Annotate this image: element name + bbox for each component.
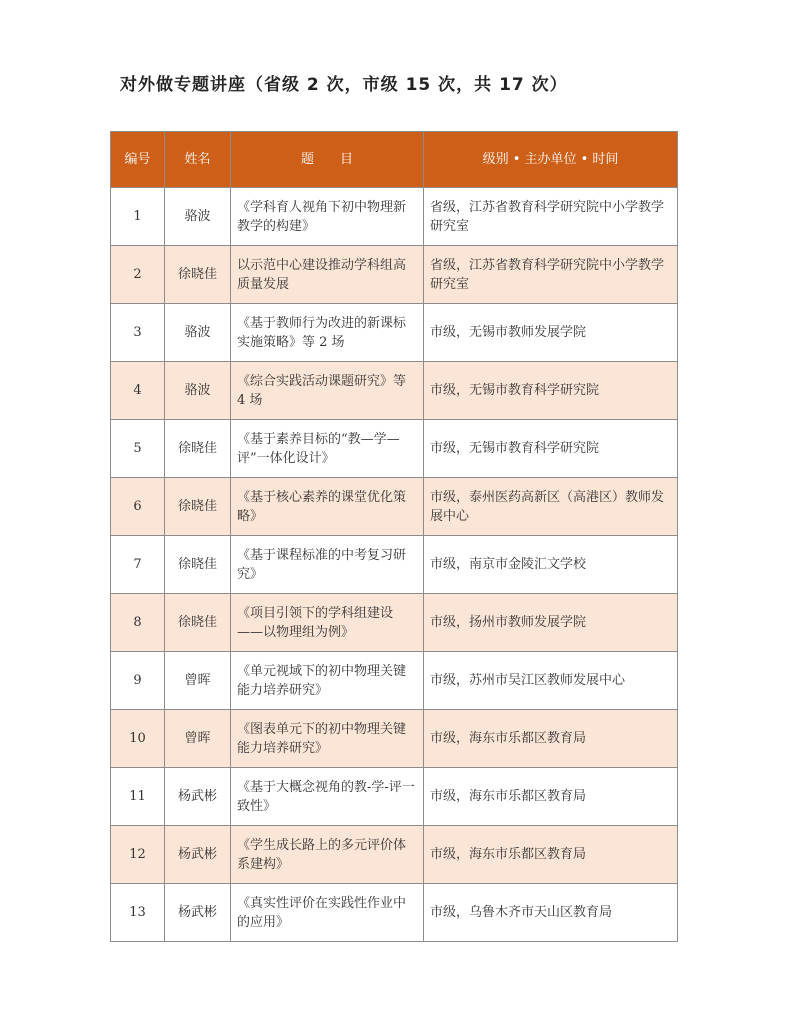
cell-topic: 《基于教师行为改进的新课标实施策略》等 2 场 — [231, 304, 424, 362]
cell-name: 曾晖 — [165, 710, 231, 768]
cell-topic: 《综合实践活动课题研究》等 4 场 — [231, 362, 424, 420]
cell-unit: 省级，江苏省教育科学研究院中小学教学研究室 — [424, 246, 678, 304]
cell-topic: 《真实性评价在实践性作业中的应用》 — [231, 884, 424, 942]
table-row — [111, 536, 678, 594]
cell-unit: 市级，扬州市教师发展学院 — [424, 594, 678, 652]
cell-name: 骆波 — [165, 362, 231, 420]
cell-unit: 市级，无锡市教育科学研究院 — [424, 362, 678, 420]
cell-topic: 《基于核心素养的课堂优化策略》 — [231, 478, 424, 536]
cell-name: 杨武彬 — [165, 884, 231, 942]
header-number: 编号 — [111, 132, 165, 188]
cell-number: 7 — [111, 536, 165, 594]
header-topic: 题 目 — [231, 132, 424, 188]
table-row — [111, 362, 678, 420]
cell-unit: 市级，乌鲁木齐市天山区教育局 — [424, 884, 678, 942]
cell-topic: 《单元视域下的初中物理关键能力培养研究》 — [231, 652, 424, 710]
cell-name: 徐晓佳 — [165, 246, 231, 304]
cell-unit: 市级，海东市乐都区教育局 — [424, 710, 678, 768]
cell-number: 4 — [111, 362, 165, 420]
cell-name: 骆波 — [165, 188, 231, 246]
cell-name: 骆波 — [165, 304, 231, 362]
cell-number: 5 — [111, 420, 165, 478]
cell-topic: 以示范中心建设推动学科组高质量发展 — [231, 246, 424, 304]
cell-name: 杨武彬 — [165, 768, 231, 826]
header-unit: 级别 • 主办单位 • 时间 — [424, 132, 678, 188]
cell-unit: 省级，江苏省教育科学研究院中小学教学研究室 — [424, 188, 678, 246]
table-row — [111, 884, 678, 942]
page-title: 对外做专题讲座（省级 2 次，市级 15 次，共 17 次） — [120, 75, 568, 95]
cell-name: 徐晓佳 — [165, 536, 231, 594]
cell-unit: 市级，泰州医药高新区（高港区）教师发展中心 — [424, 478, 678, 536]
cell-number: 2 — [111, 246, 165, 304]
cell-unit: 市级，无锡市教育科学研究院 — [424, 420, 678, 478]
cell-name: 徐晓佳 — [165, 420, 231, 478]
cell-number: 1 — [111, 188, 165, 246]
cell-number: 10 — [111, 710, 165, 768]
table-row — [111, 710, 678, 768]
cell-unit: 市级，海东市乐都区教育局 — [424, 768, 678, 826]
table-header-row — [111, 132, 678, 188]
table-row — [111, 188, 678, 246]
table-row — [111, 304, 678, 362]
cell-topic: 《基于课程标准的中考复习研究》 — [231, 536, 424, 594]
cell-number: 8 — [111, 594, 165, 652]
cell-number: 11 — [111, 768, 165, 826]
cell-topic: 《学科育人视角下初中物理新教学的构建》 — [231, 188, 424, 246]
cell-number: 6 — [111, 478, 165, 536]
table-row — [111, 826, 678, 884]
cell-unit: 市级，苏州市吴江区教师发展中心 — [424, 652, 678, 710]
cell-number: 13 — [111, 884, 165, 942]
lecture-table — [110, 131, 678, 942]
table-row — [111, 246, 678, 304]
cell-unit: 市级，无锡市教师发展学院 — [424, 304, 678, 362]
table-row — [111, 478, 678, 536]
cell-unit: 市级，海东市乐都区教育局 — [424, 826, 678, 884]
cell-number: 12 — [111, 826, 165, 884]
header-name: 姓名 — [165, 132, 231, 188]
table-row — [111, 420, 678, 478]
cell-name: 徐晓佳 — [165, 594, 231, 652]
cell-topic: 《图表单元下的初中物理关键能力培养研究》 — [231, 710, 424, 768]
cell-unit: 市级，南京市金陵汇文学校 — [424, 536, 678, 594]
table-row — [111, 594, 678, 652]
cell-topic: 《学生成长路上的多元评价体系建构》 — [231, 826, 424, 884]
cell-name: 曾晖 — [165, 652, 231, 710]
table-row — [111, 652, 678, 710]
cell-name: 徐晓佳 — [165, 478, 231, 536]
cell-topic: 《基于素养目标的“教—学—评”一体化设计》 — [231, 420, 424, 478]
cell-name: 杨武彬 — [165, 826, 231, 884]
cell-number: 3 — [111, 304, 165, 362]
table-row — [111, 768, 678, 826]
cell-number: 9 — [111, 652, 165, 710]
cell-topic: 《基于大概念视角的教-学-评一致性》 — [231, 768, 424, 826]
cell-topic: 《项目引领下的学科组建设——以物理组为例》 — [231, 594, 424, 652]
